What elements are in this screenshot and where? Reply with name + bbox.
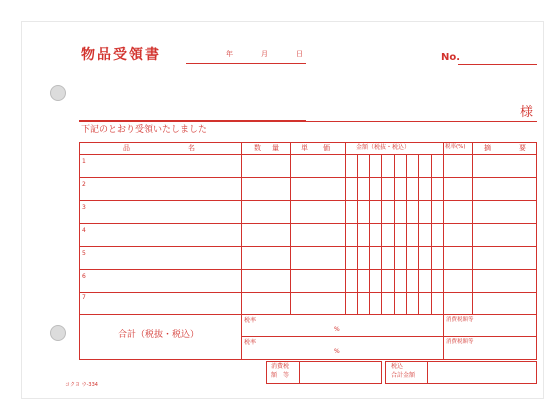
percent-sign-2: % [334,348,340,355]
header-unit-b: 価 [323,144,330,152]
date-underline [186,63,306,64]
items-table [79,142,537,360]
receipt-form-sheet [21,21,544,399]
tax-rate-label-2: 税率 [244,339,257,346]
receipt-statement: 下記のとおり受領いたしました [81,125,208,135]
column-divider-qty [290,142,291,314]
consumption-tax-box-divider [299,361,300,384]
header-remarks-b: 要 [519,144,526,152]
footer-code: コクヨ ウ-334 [65,382,98,388]
row-number: 2 [82,181,86,188]
row-number: 7 [82,294,86,301]
item-row-divider [79,246,537,247]
header-unit-a: 単 [301,144,308,152]
item-row-divider [79,200,537,201]
binder-hole-top [50,85,66,101]
grand-total-box-divider [427,361,428,384]
column-divider-unit [345,142,346,314]
row-number: 3 [82,204,86,211]
addressee-underline[interactable] [79,121,537,122]
row-number: 1 [82,158,86,165]
form-title: 物品受領書 [81,47,161,63]
addressee-suffix: 様 [520,105,534,120]
statement-underline [79,120,306,121]
tax-rate-label-1: 税率 [244,317,257,324]
row-number: 5 [82,250,86,257]
consumption-tax-label-1: 消費税額等 [446,317,474,323]
tax-column-divider [443,314,444,360]
amount-digit-line [406,154,407,314]
item-row-divider [79,292,537,293]
header-item-b: 名 [188,144,195,152]
column-divider-amount [443,142,444,314]
item-row-divider [79,177,537,178]
header-remarks-a: 摘 [484,144,491,152]
header-tax-rate: 税率(%) [445,144,466,150]
tax-row-divider [241,336,537,337]
total-label: 合計（税抜・税込） [118,330,200,340]
header-amount: 金額（税抜・税込） [356,144,411,151]
header-qty-a: 数 [254,144,261,152]
totals-divider [79,314,537,315]
item-row-divider [79,269,537,270]
grand-total-label-a: 税込 [391,363,404,370]
amount-digit-line [418,154,419,314]
row-number: 4 [82,227,86,234]
amount-digit-line [381,154,382,314]
date-year-label: 年 [226,50,233,58]
number-label: No. [441,52,461,63]
consumption-tax-label-2: 消費税額等 [446,339,474,345]
header-qty-b: 量 [272,144,279,152]
amount-digit-line [394,154,395,314]
table-header-divider [79,154,537,155]
column-divider-item [241,142,242,360]
amount-digit-line [357,154,358,314]
consumption-tax-total-label-b: 額 等 [271,372,290,379]
amount-digit-line [431,154,432,314]
row-number: 6 [82,273,86,280]
binder-hole-bottom [50,325,66,341]
percent-sign-1: % [334,326,340,333]
number-underline[interactable] [458,64,537,65]
date-month-label: 月 [261,50,268,58]
consumption-tax-total-label-a: 消費税 [271,363,290,370]
column-divider-taxrate [472,142,473,314]
header-item-a: 品 [123,144,130,152]
grand-total-label-b: 合計金額 [391,372,416,379]
date-day-label: 日 [296,50,303,58]
amount-digit-line [369,154,370,314]
item-row-divider [79,223,537,224]
